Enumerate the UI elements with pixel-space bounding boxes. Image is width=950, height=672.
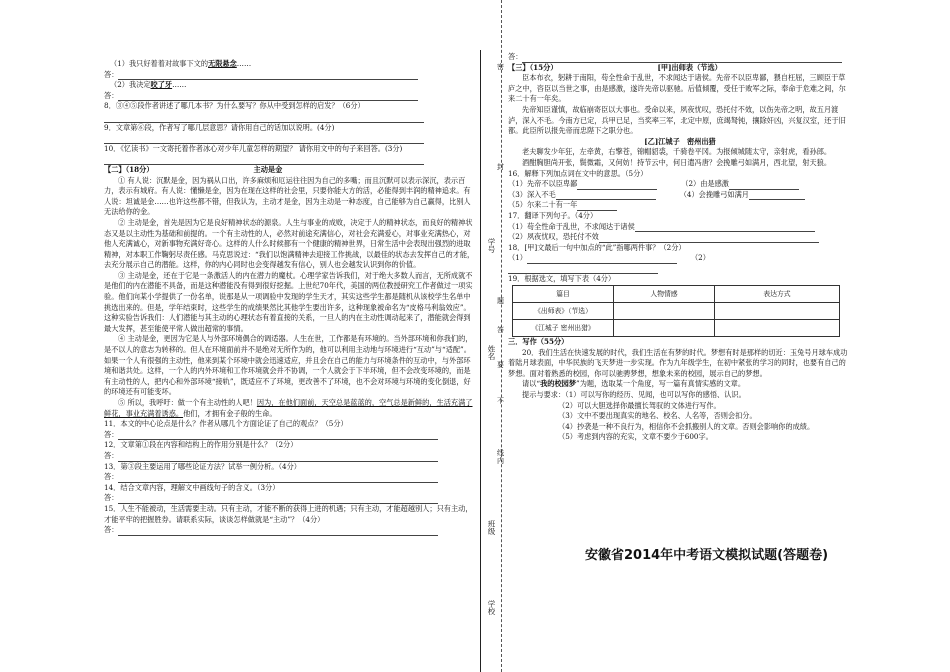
- fold-line: [501, 0, 502, 672]
- sub-question-2: （2）我决定咬了牙……: [110, 80, 187, 90]
- text-a-title: [甲]出师表（节选）: [657, 62, 722, 72]
- tip-item: （2）可以大胆选择你最擅长驾驭的文体进行写作。: [558, 400, 721, 410]
- writing-section-heading: 三．写作（55分）: [508, 337, 569, 347]
- left-column: [104, 0, 476, 536]
- section-2-heading: 【二】（18分） 主动是金: [104, 164, 283, 174]
- section-3-heading: 【三】（15分） [甲]出师表（节选）: [508, 62, 722, 72]
- question-16: 16．解释下列加点词在文中的意思。（5分）: [508, 168, 648, 178]
- answer-line[interactable]: 答：: [104, 472, 476, 483]
- paragraph-1: ① 有人说：沉默是金，因为祸从口出，许多麻烦和厄运往往因为自己的多嘴；而且沉默可以表示深沉，表示百力，表示有城府。有人说：懂懒是金，因为在现在这样的社会里，只要你能大方的活，必能得到丰润的精神追求。有人说：坦诚是金……也许这些都不错，但我认为，主动才是金，因为主动是一种态度，自己能够为自己赢得，比别人无法给你的金。: [104, 175, 471, 217]
- student-id-label: 学号: [487, 238, 496, 253]
- q16-row[interactable]: （5）尔来二十有一年: [508, 200, 852, 211]
- text-b-title: [乙]江城子 密州出猎: [644, 136, 716, 146]
- right-column: [508, 0, 852, 443]
- sub-question-1: （1）我只好着着对故事下文的无限悬念……: [110, 59, 252, 68]
- question-10: 10．《忆读书》一文寄托着作者冰心对少年儿童怎样的期望？ 请你用文中的句子来回答。(3分): [104, 143, 403, 153]
- answer-line[interactable]: [104, 154, 476, 165]
- tip-item: （4）抄袭是一种不良行为，相信你不会抓搬别人的文章。否则会影响你的成绩。: [558, 421, 815, 431]
- question-12: 12．文章第①段在内容和结构上的作用分别是什么？（2分）: [104, 440, 298, 450]
- exam-title: 安徽省2014年中考语文模拟试题(答题卷): [585, 548, 829, 563]
- answer-line[interactable]: 答：: [104, 493, 476, 504]
- essay-topic: 请以“我的校园梦”为题，选取某一个角度，写一篇有真情实感的文章。: [522, 379, 746, 389]
- binding-char: 密: [497, 63, 504, 71]
- answer-line[interactable]: 答：: [104, 525, 476, 536]
- summary-table: [512, 285, 840, 337]
- table-cell-empty[interactable]: [614, 320, 715, 337]
- table-row-title: 《江城子 密州出猎》: [513, 320, 614, 337]
- essay-topic-title: 我的校园梦: [540, 379, 577, 389]
- q18-row[interactable]: （1） （2）: [508, 253, 852, 274]
- table-cell-empty[interactable]: [715, 320, 840, 337]
- answer-line[interactable]: 答：: [104, 70, 476, 81]
- binding-char: 要: [497, 361, 504, 369]
- answer-line[interactable]: [104, 112, 476, 123]
- table-header: 表达方式: [715, 286, 840, 303]
- tip-item: （5）考虑到内容的充实，文章不要少于600字。: [558, 432, 713, 442]
- answer-line[interactable]: 答：: [104, 430, 476, 441]
- question-20: 20．我们生活在快速发展的时代，我们生活在有梦的时代。梦想有时是那样的切近：玉兔号月球车成功着陆月球表面，中华民族的飞天梦进一步实现。作为九年级学生，在初中紧张的学习的同时，也要有自己的梦想。面对着熟悉的校园，你可以驰骋梦想，想象未来的校园，展示自己的梦想。: [508, 347, 848, 378]
- question-14: 14．结合文章内容，理解文中画线句子的含义。（3分）: [104, 482, 280, 492]
- question-11: 11．本文的中心论点是什么？作者从哪几个方面论证了自己的观点？（5分）: [104, 419, 348, 429]
- school-label: 学校: [487, 600, 496, 615]
- binding-char: 线: [497, 449, 504, 457]
- underlined-sentence: 因为，在他们面前，天空总是蓝蓝的，空气总是新鲜的，生活充满了鲜花，事业充满着诱惑。: [104, 398, 473, 418]
- q16-row[interactable]: （1）先帝不以臣卑鄙 （2）由是感激: [508, 179, 852, 190]
- paragraph-4: ④ 主动是金，更因为它是人与外部环境偶合的调适器。人生在世，工作都是有环境的。当外部环境和你我们的，是不以人的意志为转移的。但人在环境面前并不是绝对无所作为的，他可以利用主动地与环境进行“互动”与“适配”。如果一个人有很强的主动性，他来到某个环境中就会迅速适应，并且会在自己的能力与环境条件的互动中，与外部环境和谐共处。这样，一个人的内外环境和工作环境就会并不协调，一个人就会于下半环境，但不会改变环境的，而是有主动性的人，把内心和外部环境“接轨”，既适应不了环境，更改善不了环境，也不会对环境与环境的变化倒退，好的环境还有可能变坏。: [104, 334, 473, 397]
- text-a-paragraph-1: 臣本布衣，躬耕于南阳，苟全性命于乱世，不求闻达于诸侯。先帝不以臣卑鄙，猥自枉屈，三顾臣于草庐之中，咨臣以当世之事，由是感激，遂许先帝以驱驰。后值倾覆，受任于败军之际，奉命于危难之间，尔来二十有一年矣。: [508, 73, 846, 104]
- binding-char: 答: [497, 326, 504, 334]
- paragraph-2: ② 主动是金，首先是因为它是良好精神状态的源泉。人生与事业的成败，决定于人的精神状态，而良好的精神状态又是以主动性为基础和前提的。一个有主动性的人，必然对前途充满信心，对社会充满爱心，对事业充满热心，对他人充满诚心，对新事物充满好奇心。这样的人什么时候都有一个健康的精神世界，日常生活中会表现出强烈的进取精神，对本职工作鞠躬尽责任感。马克思说过：“我们以饱满精神去迎接工作挑战，以最佳的状态去发挥自己的才能，去充分展示自己的潜能。这样，你的内心同时也会变得越发有信心，别人也会越发认识到你的价值。: [104, 217, 475, 270]
- answer-line[interactable]: [104, 133, 476, 144]
- name-label: 姓名: [487, 345, 496, 360]
- question-19: 19．根据选文，填写下表（4分）: [508, 274, 616, 284]
- answer-line[interactable]: 答：: [104, 451, 476, 462]
- class-label: 班级: [487, 520, 496, 535]
- tip-item: （3）文中不要出现真实的地名、校名、人名等，否则会扣分。: [558, 411, 757, 421]
- question-13: 13．第③段主要运用了哪些论证方法？试举一例分析。（4分）: [104, 461, 301, 471]
- binding-char: 内: [497, 457, 504, 465]
- binding-char: 封: [497, 163, 504, 171]
- question-9: 9．文章第⑥段，作者写了哪几层意思？请你用自己的话加以说明。(4分): [104, 122, 335, 132]
- paragraph-3: ③ 主动是金，还在于它是一条激活人的内在潜力的魔杖。心理学家告诉我们，对于绝大多数人而言，无所成就不是他们的内在潜能不具备，而是这种潜能没有得到很好挖掘。上世纪70年代，美国的两位教授研究工作者做过一项实验。他们向某小学提供了一份名单，说那是从一项调验中发现的学生天才，其实这些学生都是随机从该校学生名单中挑选出来的。但是，学年结束时，这些学生的成绩果然比其他学生要出许多，这种现象被命名为“皮格马利翁效应”。这种实验告诉我们：人们潜能与其主动的心理状态有着直接的关系，一旦人的内在主动性调动起来了，潜能就会得到最大发挥，甚至能使平常人做出超常的事情。: [104, 270, 473, 333]
- binding-char: 题: [497, 297, 504, 305]
- binding-char: 不: [497, 397, 504, 405]
- table-header: 人物情感: [614, 286, 715, 303]
- question-8: 8．③④⑤段作者讲述了哪几本书？为什么要写？你从中受到怎样的启发？（6分）: [104, 101, 365, 111]
- paragraph-5: ⑤ 所以，我呼吁：做一个有主动性的人吧！因为，在他们面前，天空总是蓝蓝的，空气总是新鲜的，生活充满了鲜花，事业充满着诱惑。他们，才拥有金子般的生命。: [104, 398, 473, 418]
- table-row-title: 《出师表》（节选）: [513, 303, 614, 320]
- q17-row[interactable]: （1）苟全性命于乱世，不求闻达于诸侯: [508, 222, 852, 233]
- question-15: 15．人生不能被动，生活需要主动。只有主动，才能不断的获得上进的机遇；只有主动，才能超越别人；只有主动，才能平牢的把握胜券。请联系实际，谈谈怎样做就是“主动”？（4分）: [104, 503, 473, 524]
- table-header: 篇目: [513, 286, 614, 303]
- answer-line[interactable]: 答：: [104, 91, 476, 102]
- table-cell-empty[interactable]: [715, 303, 840, 320]
- essay-title: 主动是金: [253, 164, 283, 174]
- question-17: 17．翻译下列句子。（4分）: [508, 210, 598, 220]
- question-18: 18．[甲]文最后一句中加点的“此”指哪两件事？（2分）: [508, 242, 686, 252]
- q17-row[interactable]: （2）夙夜忧叹，恐托付不效: [508, 232, 852, 243]
- text-a-paragraph-2: 先帝知臣谨慎，故临崩寄臣以大事也。受命以来，夙夜忧叹，恐托付不效，以伤先帝之明，故五月渡泸，深入不毛。今南方已定，兵甲已足，当奖率三军，北定中原，庶竭驽钝，攘除奸凶，兴复汉室，还于旧都。此臣所以报先帝而忠陛下之职分也。: [508, 104, 846, 136]
- q16-row[interactable]: （3）深入不毛 （4）会挽雕弓如满月: [508, 190, 852, 201]
- answer-line[interactable]: 答：: [508, 52, 852, 63]
- text-b-line-1: 老夫聊发少年狂，左牵黄，右擎苍，锦帽貂裘，千骑卷平冈。为报倾城随太守，亲射虎，看孙郎。: [522, 147, 832, 157]
- binding-line: [480, 50, 481, 672]
- table-cell-empty[interactable]: [614, 303, 715, 320]
- text-b-line-2: 酒酣胸胆尚开张，鬓微霜，又何妨！持节云中，何日遣冯唐？会挽雕弓如满月，西北望，射天狼。: [522, 157, 832, 167]
- tips-heading: 提示与要求：（1）可以写你的经历、见闻，也可以写你的感悟、认识。: [522, 390, 746, 400]
